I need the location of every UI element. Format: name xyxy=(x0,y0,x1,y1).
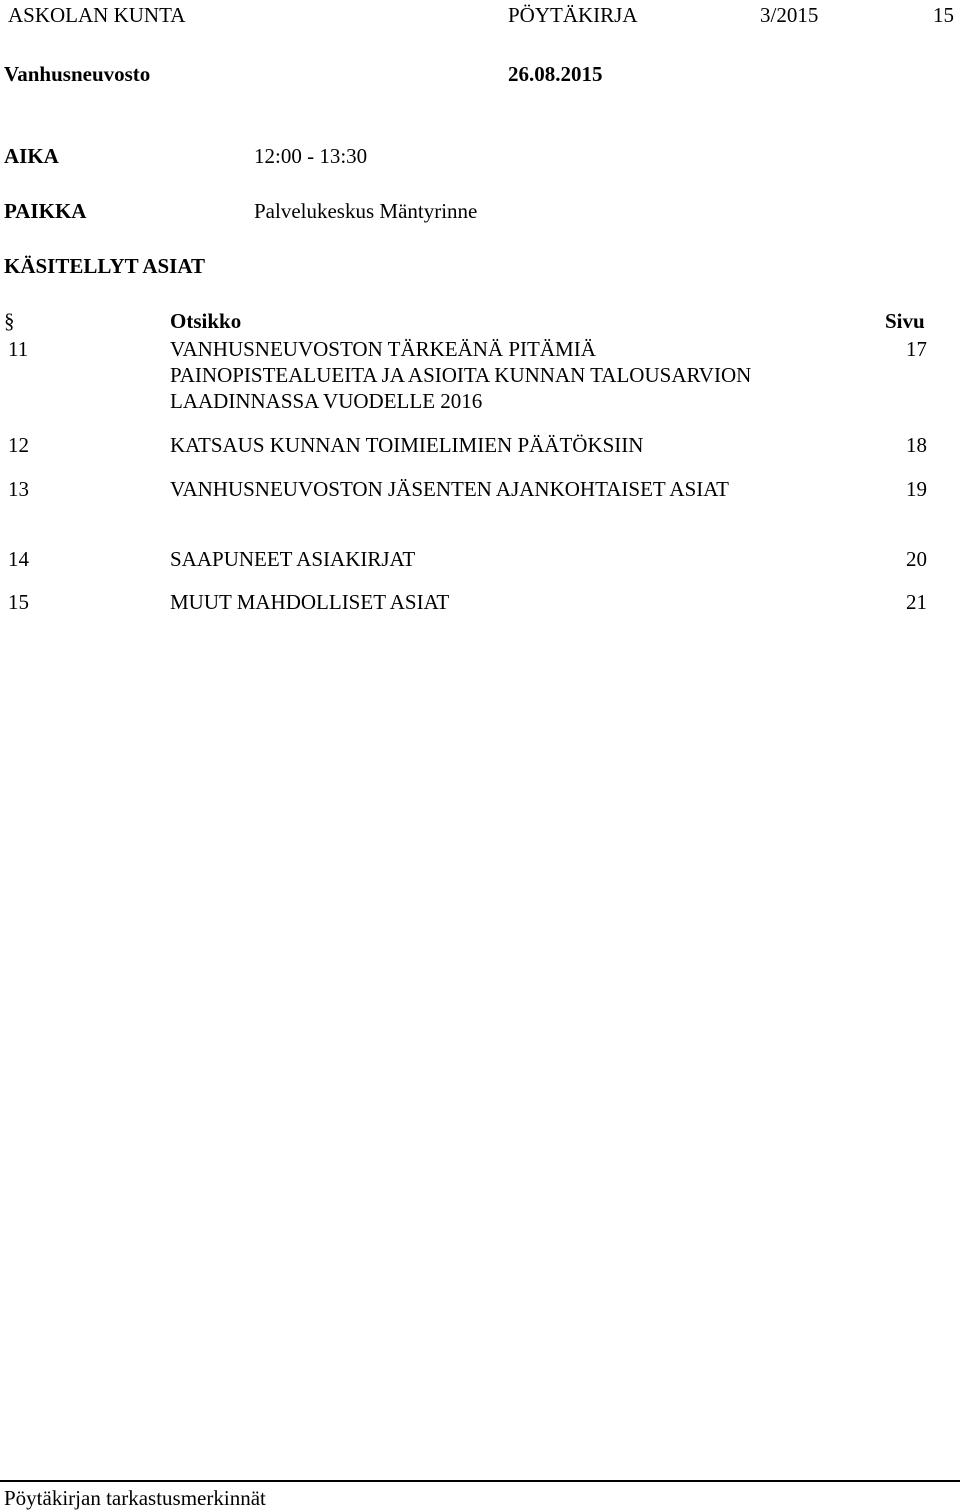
place-label: PAIKKA xyxy=(4,199,87,223)
agenda-item-page: 20 xyxy=(906,547,927,571)
agenda-item-number: 14 xyxy=(8,547,29,571)
meeting-date: 26.08.2015 xyxy=(508,62,603,86)
table-header-page: Sivu xyxy=(885,309,925,333)
agenda-item-title: VANHUSNEUVOSTON TÄRKEÄNÄ PITÄMIÄ PAINOPISTEALUEITA JA ASIOITA KUNNAN TALOUSARVION LAADINNASSA VUODELLE 2016 xyxy=(170,337,752,413)
agenda-item-page: 17 xyxy=(906,337,927,361)
footer-divider xyxy=(0,1480,960,1482)
agenda-item-number: 13 xyxy=(8,477,29,501)
body-name: Vanhusneuvosto xyxy=(4,62,151,86)
agenda-item-title: MUUT MAHDOLLISET ASIAT xyxy=(170,590,450,614)
agenda-item-title: VANHUSNEUVOSTON JÄSENTEN AJANKOHTAISET ASIAT xyxy=(170,477,729,501)
agenda-item-title: SAAPUNEET ASIAKIRJAT xyxy=(170,547,416,571)
time-value: 12:00 - 13:30 xyxy=(254,144,368,168)
agenda-item-number: 12 xyxy=(8,433,29,457)
agenda-item-number: 11 xyxy=(8,337,29,361)
agenda-item-page: 19 xyxy=(906,477,927,501)
agenda-item-title: KATSAUS KUNNAN TOIMIELIMIEN PÄÄTÖKSIIN xyxy=(170,433,644,457)
table-header-title: Otsikko xyxy=(170,309,242,333)
section-title: KÄSITELLYT ASIAT xyxy=(4,254,205,278)
place-value: Palvelukeskus Mäntyrinne xyxy=(254,199,478,223)
document-type: PÖYTÄKIRJA xyxy=(508,3,638,27)
agenda-item-number: 15 xyxy=(8,590,29,614)
page-number: 15 xyxy=(933,3,954,27)
municipality-name: ASKOLAN KUNTA xyxy=(8,3,186,27)
agenda-item-page: 21 xyxy=(906,590,927,614)
time-label: AIKA xyxy=(4,144,59,168)
document-number: 3/2015 xyxy=(760,3,819,27)
section-symbol-icon: § xyxy=(4,309,15,333)
footer-text: Pöytäkirjan tarkastusmerkinnät xyxy=(4,1486,266,1510)
agenda-item-page: 18 xyxy=(906,433,927,457)
